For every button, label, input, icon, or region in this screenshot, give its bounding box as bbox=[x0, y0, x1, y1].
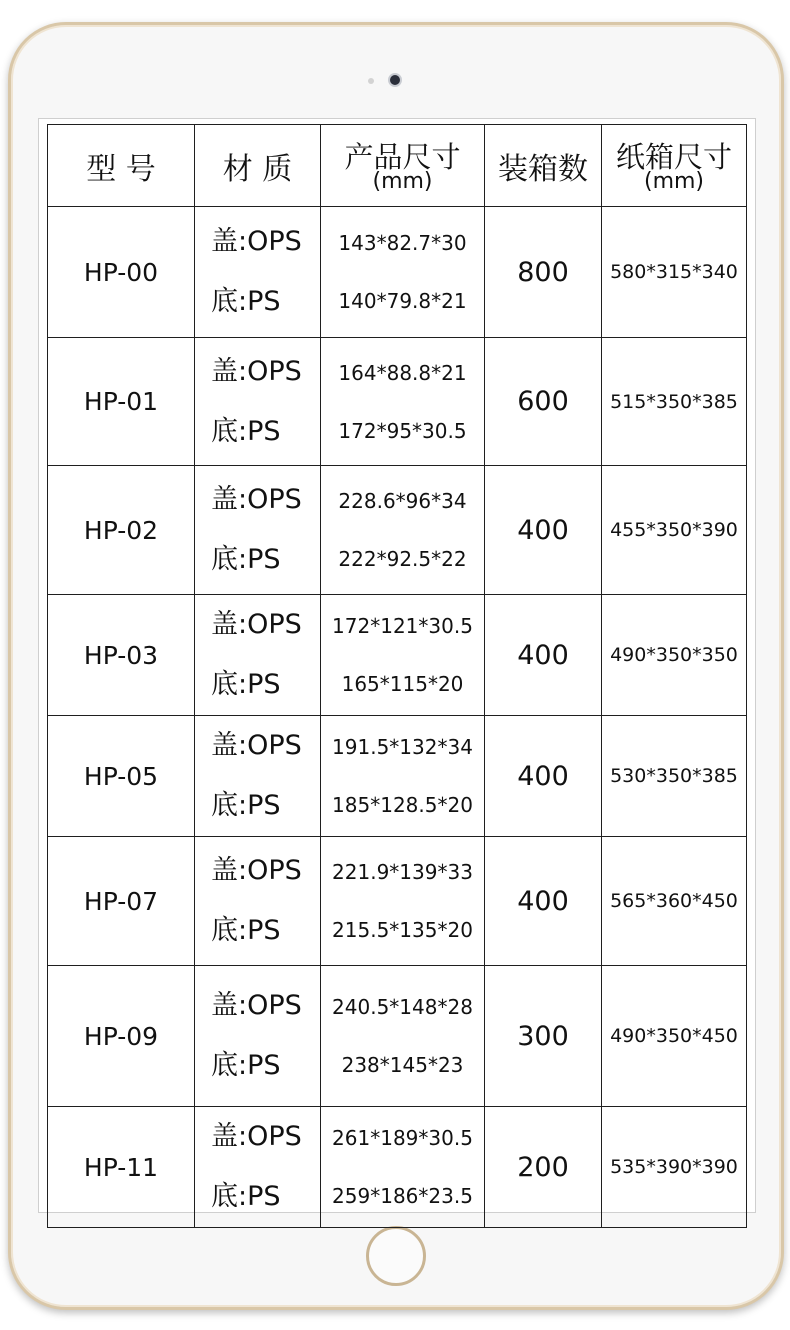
model-cell: HP-02 bbox=[48, 466, 195, 595]
carton-qty-cell: 400 bbox=[485, 837, 602, 966]
base-material: 底:PS bbox=[211, 286, 281, 317]
lid-size: 172*121*30.5 bbox=[332, 614, 473, 638]
sensor-icon bbox=[368, 78, 374, 84]
header-carton-qty: 装箱数 bbox=[485, 125, 602, 207]
header-material: 材 质 bbox=[195, 125, 321, 207]
base-material: 底:PS bbox=[211, 1181, 281, 1212]
header-product-size-label: 产品尺寸 bbox=[344, 139, 461, 174]
carton-size-cell: 580*315*340 bbox=[602, 207, 747, 338]
model-cell: HP-09 bbox=[48, 966, 195, 1107]
table-row bbox=[48, 595, 747, 716]
product-size-cell bbox=[321, 338, 485, 466]
lid-size: 240.5*148*28 bbox=[332, 995, 473, 1019]
base-material: 底:PS bbox=[211, 1050, 281, 1081]
base-material: 底:PS bbox=[211, 669, 281, 700]
material-cell bbox=[195, 595, 321, 716]
table-row bbox=[48, 207, 747, 338]
carton-size-cell: 515*350*385 bbox=[602, 338, 747, 466]
carton-qty-cell: 600 bbox=[485, 338, 602, 466]
header-model: 型 号 bbox=[48, 125, 195, 207]
base-material: 底:PS bbox=[211, 790, 281, 821]
table-row bbox=[48, 466, 747, 595]
header-product-size-unit: (mm) bbox=[372, 168, 433, 194]
lid-size: 221.9*139*33 bbox=[332, 860, 473, 884]
model-cell: HP-05 bbox=[48, 716, 195, 837]
material-cell bbox=[195, 338, 321, 466]
product-size-cell bbox=[321, 716, 485, 837]
header-carton-size-label: 纸箱尺寸 bbox=[615, 139, 732, 174]
product-size-cell bbox=[321, 466, 485, 595]
product-size-cell bbox=[321, 837, 485, 966]
carton-size-cell: 565*360*450 bbox=[602, 837, 747, 966]
lid-size: 164*88.8*21 bbox=[338, 360, 467, 385]
material-cell bbox=[195, 837, 321, 966]
spec-table bbox=[47, 124, 747, 1228]
material-cell bbox=[195, 207, 321, 338]
header-product-size bbox=[321, 125, 485, 207]
carton-qty-cell: 400 bbox=[485, 595, 602, 716]
home-button[interactable] bbox=[366, 1226, 426, 1286]
carton-qty-cell: 200 bbox=[485, 1107, 602, 1228]
base-material: 底:PS bbox=[211, 415, 281, 447]
base-material: 底:PS bbox=[211, 915, 281, 946]
lid-material: 盖:OPS bbox=[211, 855, 302, 886]
lid-material: 盖:OPS bbox=[211, 1121, 302, 1152]
base-material: 底:PS bbox=[211, 544, 281, 575]
lid-size: 261*189*30.5 bbox=[332, 1126, 473, 1150]
carton-qty-cell: 300 bbox=[485, 966, 602, 1107]
lid-material: 盖:OPS bbox=[211, 730, 302, 761]
base-size: 140*79.8*21 bbox=[338, 289, 467, 313]
carton-size-cell: 490*350*450 bbox=[602, 966, 747, 1107]
model-cell: HP-00 bbox=[48, 207, 195, 338]
base-size: 238*145*23 bbox=[341, 1053, 464, 1077]
material-cell bbox=[195, 966, 321, 1107]
carton-size-cell: 535*390*390 bbox=[602, 1107, 747, 1228]
carton-size-cell: 455*350*390 bbox=[602, 466, 747, 595]
carton-qty-cell: 800 bbox=[485, 207, 602, 338]
product-size-cell bbox=[321, 595, 485, 716]
product-size-cell bbox=[321, 1107, 485, 1228]
lid-size: 228.6*96*34 bbox=[338, 489, 467, 513]
table-row bbox=[48, 338, 747, 466]
lid-size: 143*82.7*30 bbox=[338, 231, 467, 255]
model-cell: HP-01 bbox=[48, 338, 195, 466]
carton-qty-cell: 400 bbox=[485, 466, 602, 595]
lid-material: 盖:OPS bbox=[211, 609, 302, 640]
base-size: 172*95*30.5 bbox=[338, 418, 467, 443]
lid-material: 盖:OPS bbox=[211, 355, 302, 387]
material-cell bbox=[195, 1107, 321, 1228]
header-carton-size-unit: (mm) bbox=[643, 168, 705, 194]
product-size-cell bbox=[321, 966, 485, 1107]
table-row bbox=[48, 716, 747, 837]
base-size: 222*92.5*22 bbox=[338, 547, 467, 571]
material-cell bbox=[195, 716, 321, 837]
carton-size-cell: 490*350*350 bbox=[602, 595, 747, 716]
carton-qty-cell: 400 bbox=[485, 716, 602, 837]
base-size: 215.5*135*20 bbox=[332, 918, 473, 942]
camera-icon bbox=[388, 73, 402, 87]
lid-material: 盖:OPS bbox=[211, 484, 302, 515]
lid-material: 盖:OPS bbox=[211, 990, 302, 1021]
base-size: 185*128.5*20 bbox=[332, 793, 473, 817]
product-size-cell bbox=[321, 207, 485, 338]
table-row bbox=[48, 837, 747, 966]
table-row bbox=[48, 966, 747, 1107]
model-cell: HP-11 bbox=[48, 1107, 195, 1228]
table-row bbox=[48, 1107, 747, 1228]
model-cell: HP-07 bbox=[48, 837, 195, 966]
base-size: 259*186*23.5 bbox=[332, 1184, 473, 1208]
material-cell bbox=[195, 466, 321, 595]
table-header-row bbox=[48, 125, 747, 207]
model-cell: HP-03 bbox=[48, 595, 195, 716]
lid-size: 191.5*132*34 bbox=[332, 735, 473, 759]
lid-material: 盖:OPS bbox=[211, 226, 302, 257]
base-size: 165*115*20 bbox=[341, 672, 464, 696]
header-carton-size bbox=[602, 125, 747, 207]
carton-size-cell: 530*350*385 bbox=[602, 716, 747, 837]
